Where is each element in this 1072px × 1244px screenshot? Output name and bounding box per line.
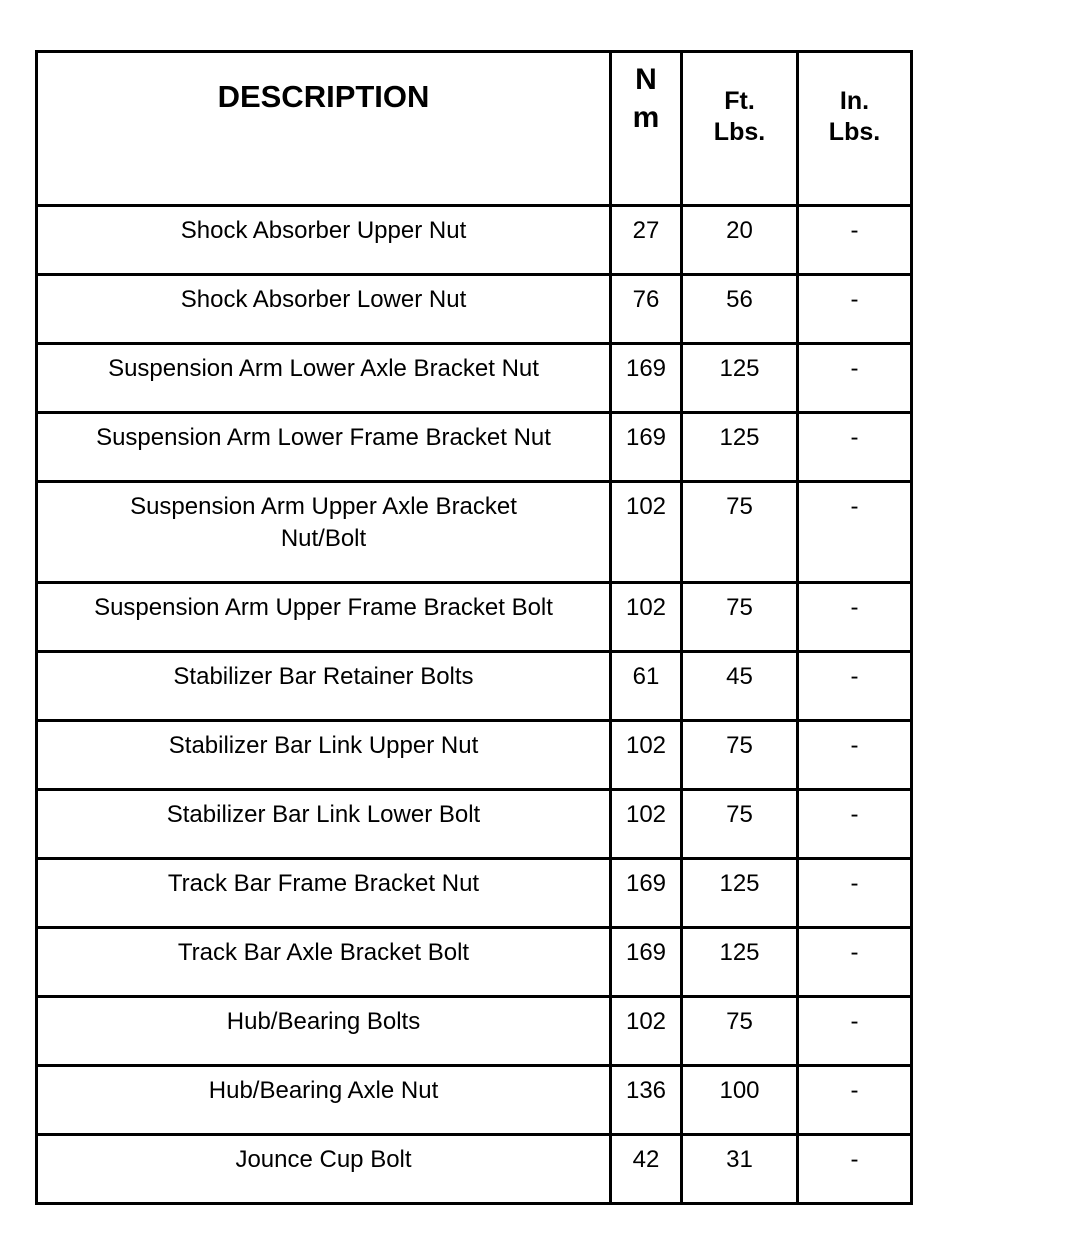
table-row bbox=[37, 1135, 912, 1204]
description-cell: Hub/Bearing Bolts bbox=[37, 997, 611, 1066]
in-lbs-cell: - bbox=[798, 482, 912, 583]
description-cell bbox=[37, 482, 611, 583]
table-row bbox=[37, 413, 912, 482]
in-lbs-cell: - bbox=[798, 583, 912, 652]
table-row bbox=[37, 583, 912, 652]
ft-lbs-cell: 125 bbox=[682, 928, 798, 997]
table-row bbox=[37, 1066, 912, 1135]
description-line1: Suspension Arm Upper Axle Bracket bbox=[130, 493, 517, 520]
description-cell: Stabilizer Bar Link Lower Bolt bbox=[37, 790, 611, 859]
ft-lbs-cell: 125 bbox=[682, 859, 798, 928]
table-row bbox=[37, 344, 912, 413]
table-row bbox=[37, 652, 912, 721]
in-lbs-cell: - bbox=[798, 206, 912, 275]
ft-header-line2: Lbs. bbox=[713, 118, 766, 146]
nm-cell: 102 bbox=[611, 790, 682, 859]
nm-header bbox=[611, 52, 682, 206]
in-lbs-cell: - bbox=[798, 275, 912, 344]
description-cell: Suspension Arm Upper Frame Bracket Bolt bbox=[37, 583, 611, 652]
nm-cell: 169 bbox=[611, 413, 682, 482]
in-header-line2: Lbs. bbox=[828, 118, 881, 146]
description-cell: Stabilizer Bar Retainer Bolts bbox=[37, 652, 611, 721]
description-cell: Hub/Bearing Axle Nut bbox=[37, 1066, 611, 1135]
nm-cell: 27 bbox=[611, 206, 682, 275]
nm-cell: 169 bbox=[611, 928, 682, 997]
in-header-line1: In. bbox=[839, 87, 870, 115]
description-cell: Shock Absorber Upper Nut bbox=[37, 206, 611, 275]
in-lbs-cell: - bbox=[798, 721, 912, 790]
table-row bbox=[37, 997, 912, 1066]
in-lbs-cell: - bbox=[798, 413, 912, 482]
ft-lbs-cell: 75 bbox=[682, 482, 798, 583]
description-cell: Suspension Arm Lower Frame Bracket Nut bbox=[37, 413, 611, 482]
table-row bbox=[37, 859, 912, 928]
table-row bbox=[37, 790, 912, 859]
ft-lbs-cell: 75 bbox=[682, 997, 798, 1066]
table-row bbox=[37, 275, 912, 344]
ft-lbs-cell: 45 bbox=[682, 652, 798, 721]
nm-cell: 61 bbox=[611, 652, 682, 721]
description-cell: Track Bar Frame Bracket Nut bbox=[37, 859, 611, 928]
ft-lbs-header bbox=[682, 52, 798, 206]
ft-lbs-cell: 125 bbox=[682, 413, 798, 482]
in-lbs-cell: - bbox=[798, 344, 912, 413]
ft-lbs-cell: 56 bbox=[682, 275, 798, 344]
description-line2: Nut/Bolt bbox=[280, 525, 367, 552]
ft-lbs-cell: 20 bbox=[682, 206, 798, 275]
description-cell: Shock Absorber Lower Nut bbox=[37, 275, 611, 344]
nm-header-line1: N bbox=[635, 63, 657, 96]
nm-cell: 102 bbox=[611, 583, 682, 652]
nm-cell: 42 bbox=[611, 1135, 682, 1204]
ft-lbs-cell: 75 bbox=[682, 721, 798, 790]
in-lbs-cell: - bbox=[798, 997, 912, 1066]
in-lbs-cell: - bbox=[798, 859, 912, 928]
torque-specification-table bbox=[35, 50, 913, 1205]
ft-lbs-cell: 75 bbox=[682, 790, 798, 859]
table-header-row bbox=[37, 52, 912, 206]
ft-lbs-cell: 100 bbox=[682, 1066, 798, 1135]
in-lbs-cell: - bbox=[798, 1135, 912, 1204]
nm-cell: 102 bbox=[611, 482, 682, 583]
description-cell: Track Bar Axle Bracket Bolt bbox=[37, 928, 611, 997]
description-cell: Jounce Cup Bolt bbox=[37, 1135, 611, 1204]
nm-cell: 169 bbox=[611, 859, 682, 928]
nm-cell: 136 bbox=[611, 1066, 682, 1135]
table-row bbox=[37, 206, 912, 275]
ft-lbs-cell: 125 bbox=[682, 344, 798, 413]
nm-cell: 76 bbox=[611, 275, 682, 344]
table-row bbox=[37, 928, 912, 997]
nm-cell: 102 bbox=[611, 721, 682, 790]
table-row bbox=[37, 482, 912, 583]
ft-lbs-cell: 31 bbox=[682, 1135, 798, 1204]
ft-header-line1: Ft. bbox=[724, 87, 755, 115]
nm-header-line2: m bbox=[632, 101, 660, 134]
description-cell: Suspension Arm Lower Axle Bracket Nut bbox=[37, 344, 611, 413]
nm-cell: 169 bbox=[611, 344, 682, 413]
in-lbs-cell: - bbox=[798, 1066, 912, 1135]
table-row bbox=[37, 721, 912, 790]
in-lbs-header bbox=[798, 52, 912, 206]
in-lbs-cell: - bbox=[798, 928, 912, 997]
in-lbs-cell: - bbox=[798, 652, 912, 721]
in-lbs-cell: - bbox=[798, 790, 912, 859]
description-cell: Stabilizer Bar Link Upper Nut bbox=[37, 721, 611, 790]
ft-lbs-cell: 75 bbox=[682, 583, 798, 652]
description-header: DESCRIPTION bbox=[37, 52, 611, 206]
nm-cell: 102 bbox=[611, 997, 682, 1066]
